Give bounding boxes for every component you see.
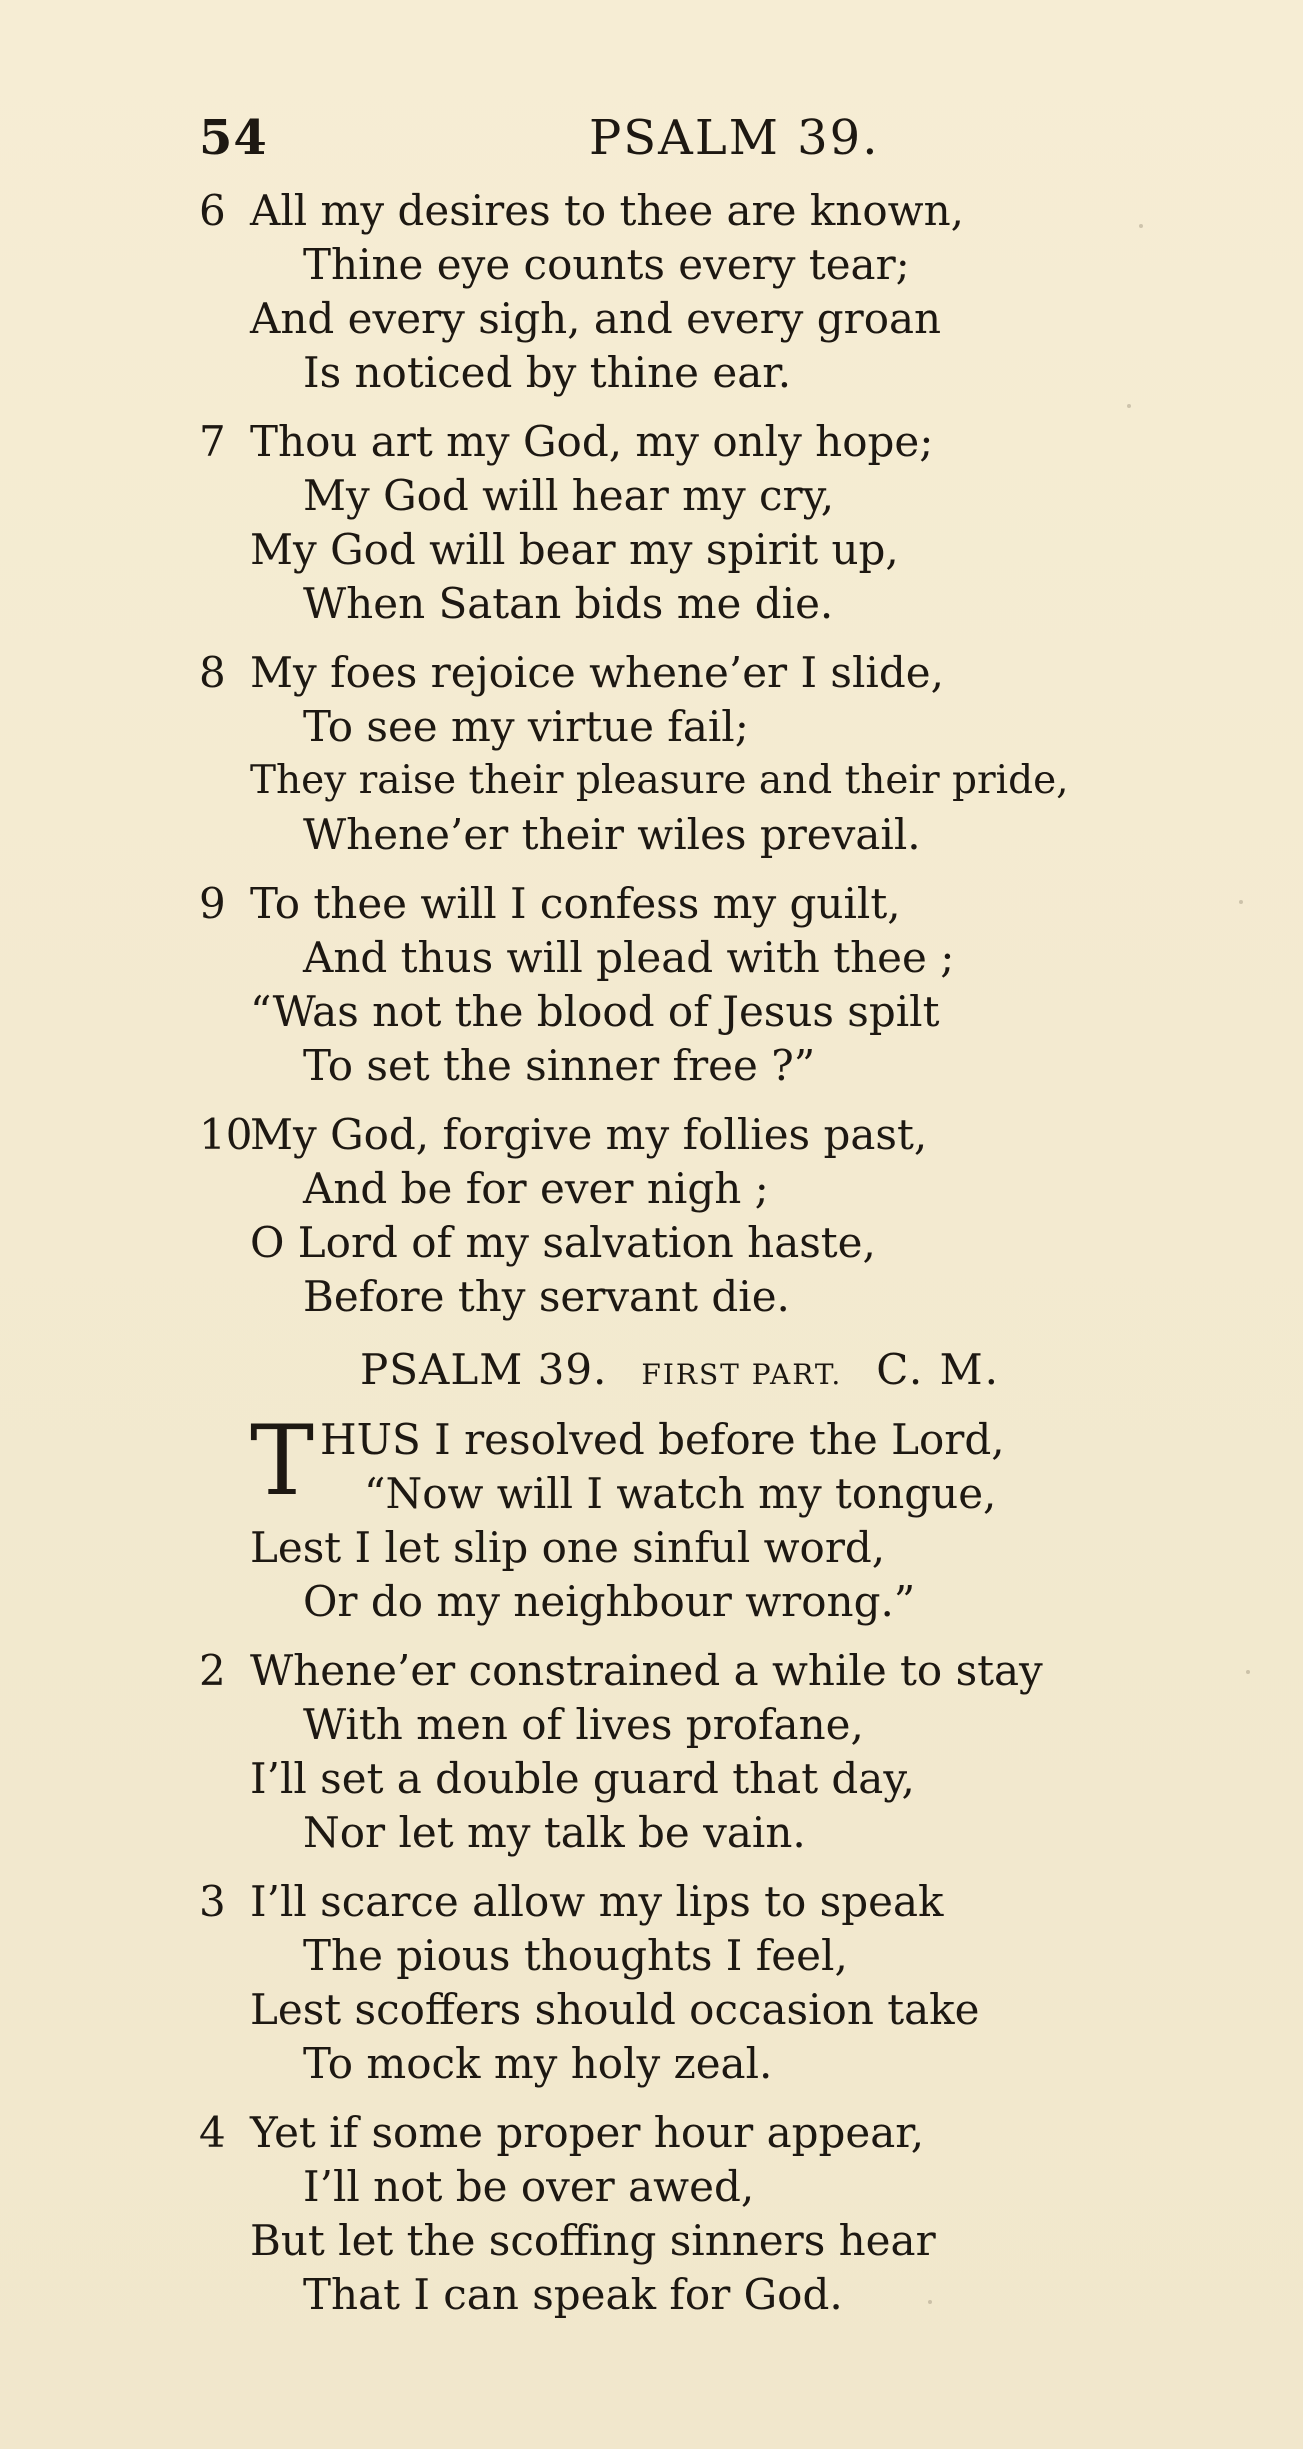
page-header (0, 0, 1303, 180)
verse-line: Lest scoffers should occasion take (250, 1985, 980, 2034)
verse-line: But let the scoffing sinners hear (250, 2216, 936, 2265)
verse-line: To see my virtue fail; (303, 702, 749, 751)
verse-line: HUS I resolved before the Lord, (320, 1415, 1005, 1464)
verse-number: 10 (199, 1110, 253, 1159)
verse-line: That I can speak for God. (303, 2270, 843, 2319)
psalm-title: PSALM 39. (360, 1345, 608, 1394)
paper-speck (928, 2300, 932, 2304)
psalm-meter-label: C. M. (876, 1345, 1000, 1394)
page-number: 54 (199, 110, 268, 166)
verse-number: 8 (199, 648, 226, 697)
verse-line: And be for ever nigh ; (303, 1164, 769, 1213)
verse-line: Lest I let slip one sinful word, (250, 1523, 886, 1572)
verse-line: I’ll set a double guard that day, (250, 1754, 915, 1803)
verse-line: My God will hear my cry, (303, 471, 835, 520)
verse-line: Thou art my God, my only hope; (250, 417, 934, 466)
drop-cap: T (250, 1405, 315, 1517)
verse-line: Yet if some proper hour appear, (250, 2108, 925, 2157)
verse-number: 6 (199, 186, 226, 235)
paper-speck (1246, 1670, 1250, 1674)
verse-number: 7 (199, 417, 226, 466)
verse-line: I’ll not be over awed, (303, 2162, 755, 2211)
verse-number: 9 (199, 879, 226, 928)
paper-speck (1239, 900, 1243, 904)
verse-line: To mock my holy zeal. (303, 2039, 773, 2088)
verse-line: All my desires to thee are known, (250, 186, 964, 235)
verse-line: Before thy servant die. (303, 1272, 790, 1321)
verse-line: To set the sinner free ?” (303, 1041, 816, 1090)
verse-line: Whene’er constrained a while to stay (250, 1646, 1043, 1695)
verse-number: 2 (199, 1646, 226, 1695)
verse-line: With men of lives profane, (303, 1700, 864, 1749)
verse-line: They raise their pleasure and their pride, (250, 758, 1069, 803)
verse-line: Nor let my talk be vain. (303, 1808, 806, 1857)
verse-line: “Was not the blood of Jesus spilt (250, 987, 940, 1036)
verse-line: And every sigh, and every groan (250, 294, 942, 343)
verse-line: My God will bear my spirit up, (250, 525, 899, 574)
verse-line: “Now will I watch my tongue, (364, 1469, 997, 1518)
verse-line: Thine eye counts every tear; (303, 240, 910, 289)
verse-line: I’ll scarce allow my lips to speak (250, 1877, 944, 1926)
paper-speck (1139, 224, 1143, 228)
verse-line: When Satan bids me die. (303, 579, 834, 628)
verse-line: To thee will I confess my guilt, (250, 879, 901, 928)
verse-line: Or do my neighbour wrong.” (303, 1577, 916, 1626)
verse-line: The pious thoughts I feel, (303, 1931, 848, 1980)
verse-line: O Lord of my salvation haste, (250, 1218, 876, 1267)
verse-number: 4 (199, 2108, 226, 2157)
running-head: PSALM 39. (589, 110, 880, 166)
verse-line: Is noticed by thine ear. (303, 348, 792, 397)
psalm-part-label: FIRST PART. (641, 1358, 843, 1391)
paper-speck (1127, 404, 1131, 408)
psalm-section-title (360, 1343, 1000, 1403)
verse-line: My foes rejoice whene’er I slide, (250, 648, 944, 697)
verse-line: And thus will plead with thee ; (303, 933, 955, 982)
verse-line: Whene’er their wiles prevail. (303, 810, 921, 859)
verse-line: My God, forgive my follies past, (250, 1110, 928, 1159)
verse-number: 3 (199, 1877, 226, 1926)
